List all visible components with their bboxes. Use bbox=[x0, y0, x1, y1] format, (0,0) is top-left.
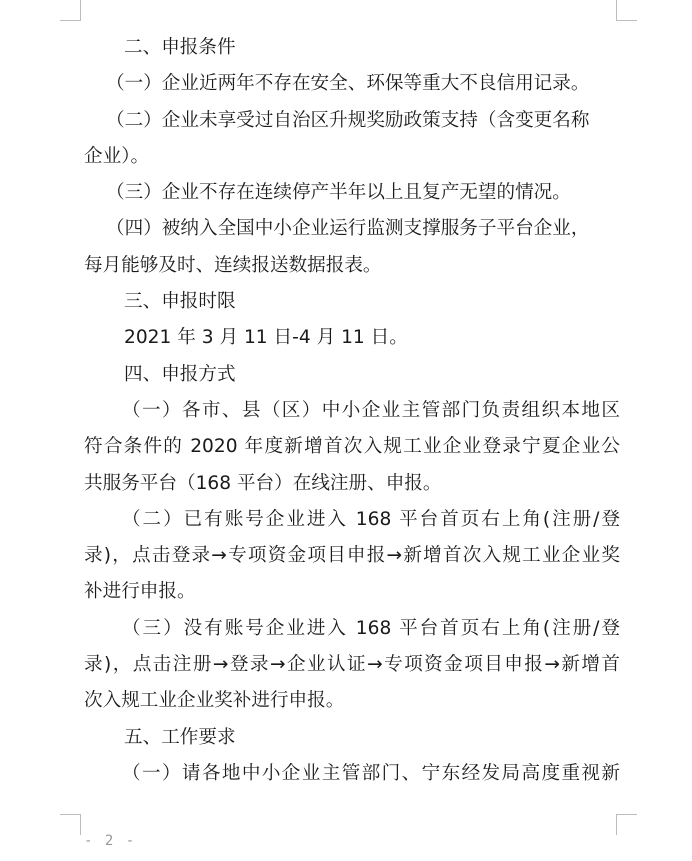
page-number: - 2 - bbox=[84, 833, 137, 849]
paragraph-line: 2021 年 3 月 11 日-4 月 11 日。 bbox=[124, 327, 408, 349]
section-heading-method: 四、申报方式 bbox=[124, 363, 236, 385]
crop-mark-top-left bbox=[60, 0, 81, 21]
paragraph-line: （一）请各地中小企业主管部门、宁东经发局高度重视新 bbox=[122, 762, 620, 784]
paragraph-line: 录)，点击登录→专项资金项目申报→新增首次入规工业企业奖 bbox=[84, 545, 620, 567]
crop-mark-bottom-left bbox=[60, 814, 81, 835]
paragraph-line: （三）没有账号企业进入 168 平台首页右上角(注册/登 bbox=[122, 617, 620, 639]
document-body bbox=[84, 30, 620, 792]
paragraph-line: （二）已有账号企业进入 168 平台首页右上角(注册/登 bbox=[122, 508, 620, 530]
paragraph-line: 录)，点击注册→登录→企业认证→专项资金项目申报→新增首 bbox=[84, 654, 620, 676]
paragraph-line: 次入规工业企业奖补进行申报。 bbox=[84, 690, 345, 712]
paragraph-line: （一）企业近两年不存在安全、环保等重大不良信用记录。 bbox=[106, 73, 590, 95]
paragraph-line: 每月能够及时、连续报送数据报表。 bbox=[84, 254, 382, 276]
paragraph-line: 补进行申报。 bbox=[84, 581, 196, 603]
crop-mark-top-right bbox=[616, 0, 637, 21]
section-heading-time-limit: 三、申报时限 bbox=[124, 291, 236, 313]
section-heading-requirements: 五、工作要求 bbox=[124, 726, 236, 748]
paragraph-line: 符合条件的 2020 年度新增首次入规工业企业登录宁夏企业公 bbox=[84, 436, 620, 458]
paragraph-line: 企业）。 bbox=[84, 145, 150, 167]
crop-mark-bottom-right bbox=[616, 814, 637, 835]
paragraph-line: （三）企业不存在连续停产半年以上且复产无望的情况。 bbox=[106, 182, 571, 204]
paragraph-line: 共服务平台（168 平台）在线注册、申报。 bbox=[84, 472, 442, 494]
paragraph-line: （四）被纳入全国中小企业运行监测支撑服务子平台企业， bbox=[106, 218, 590, 240]
section-heading-conditions: 二、申报条件 bbox=[124, 37, 236, 58]
paragraph-line: （一）各市、县（区）中小企业主管部门负责组织本地区 bbox=[122, 399, 620, 421]
paragraph-line: （二）企业未享受过自治区升规奖励政策支持（含变更名称 bbox=[106, 109, 590, 131]
